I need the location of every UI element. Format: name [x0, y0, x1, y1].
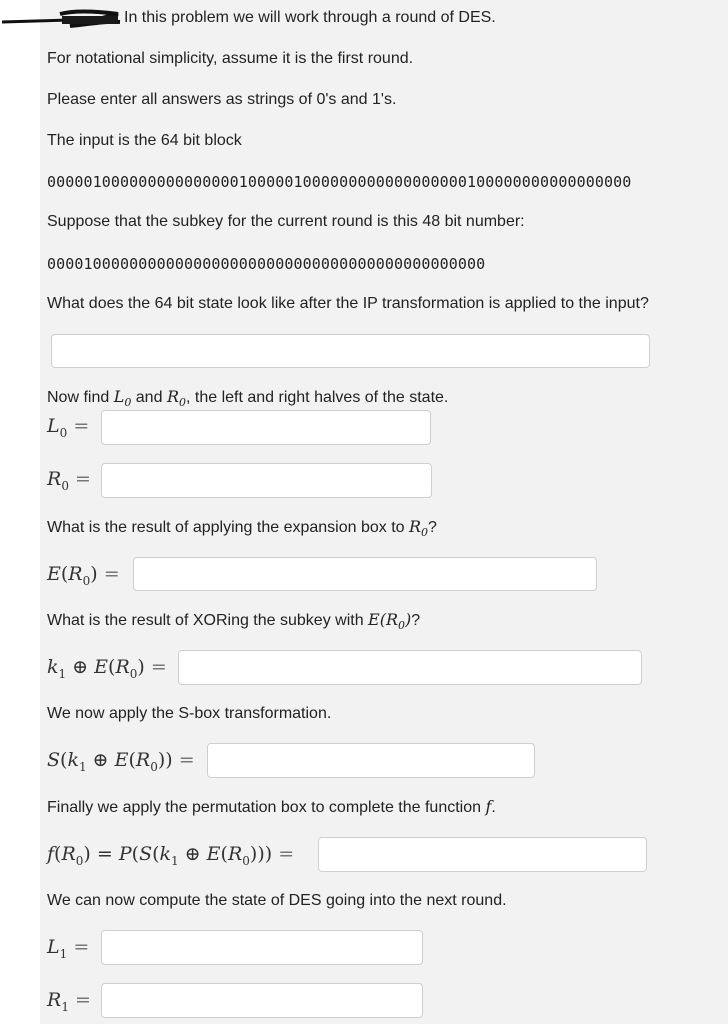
ip-question: What does the 64 bit state look like after the IP transformation is applied to the input?: [47, 295, 649, 312]
l1-label: $L_1$ =: [47, 936, 90, 961]
r0-label: $R_0$ =: [47, 468, 91, 493]
l0-label: $L_0$ =: [47, 415, 90, 440]
input-label: The input is the 64 bit block: [47, 132, 242, 149]
sbox-label: $S(k_1$ ⊕ $E(R_0)$) =: [47, 749, 195, 774]
redaction-scribble: [0, 8, 130, 30]
l1-input[interactable]: [101, 930, 423, 965]
notation-text: For notational simplicity, assume it is the first round.: [47, 50, 414, 67]
expansion-input[interactable]: [133, 557, 597, 591]
halves-question-pre: Now find: [47, 389, 110, 406]
f-input[interactable]: [318, 837, 647, 872]
intro-text: In this problem we will work through a round of DES.: [124, 9, 496, 26]
answer-format-text: Please enter all answers as strings of 0's and 1's.: [47, 91, 397, 108]
xor-input[interactable]: [178, 650, 642, 685]
e-r0-symbol: $E(R_0)$: [368, 610, 412, 633]
r1-label: $R_1$ =: [47, 989, 91, 1014]
xor-question-text: What is the result of XORing the subkey with: [47, 612, 364, 629]
pbox-question-text: Finally we apply the permutation box to complete the function: [47, 799, 482, 816]
f-label: $f(R_0) = P(S(k_1$ ⊕ $E(R_0)$)) =: [47, 843, 295, 868]
pbox-question: Finally we apply the permutation box to complete the function f.: [47, 797, 496, 816]
subkey-value: 000010000000000000000000000000000000000000000000: [47, 255, 486, 273]
expansion-question-text: What is the result of applying the expansion box to: [47, 519, 405, 536]
xor-question: What is the result of XORing the subkey with $E(R_0)$?: [47, 610, 421, 633]
l0-symbol: $L_0$: [113, 387, 132, 410]
f-symbol: f: [485, 797, 492, 816]
expansion-question: What is the result of applying the expansion box to $R_0$?: [47, 517, 437, 540]
sbox-text: We now apply the S-box transformation.: [47, 705, 332, 722]
r0-symbol: $R_0$: [409, 517, 429, 540]
halves-question-post: , the left and right halves of the state.: [185, 389, 449, 406]
r0-input[interactable]: [101, 463, 432, 498]
halves-question-and: and: [135, 389, 163, 406]
r0-symbol: $R_0$: [166, 387, 186, 410]
next-round-text: We can now compute the state of DES going into the next round.: [47, 892, 507, 909]
expansion-label: $E(R_0)$ =: [47, 563, 120, 588]
sbox-input[interactable]: [207, 743, 535, 778]
r1-input[interactable]: [101, 983, 423, 1018]
ip-answer-input[interactable]: [51, 334, 650, 368]
input-block: 0000010000000000000001000001000000000000000000100000000000000000: [47, 173, 632, 191]
xor-label: $k_1$ ⊕ $E(R_0)$ =: [47, 656, 167, 681]
subkey-label: Suppose that the subkey for the current round is this 48 bit number:: [47, 213, 525, 230]
l0-input[interactable]: [101, 410, 431, 445]
